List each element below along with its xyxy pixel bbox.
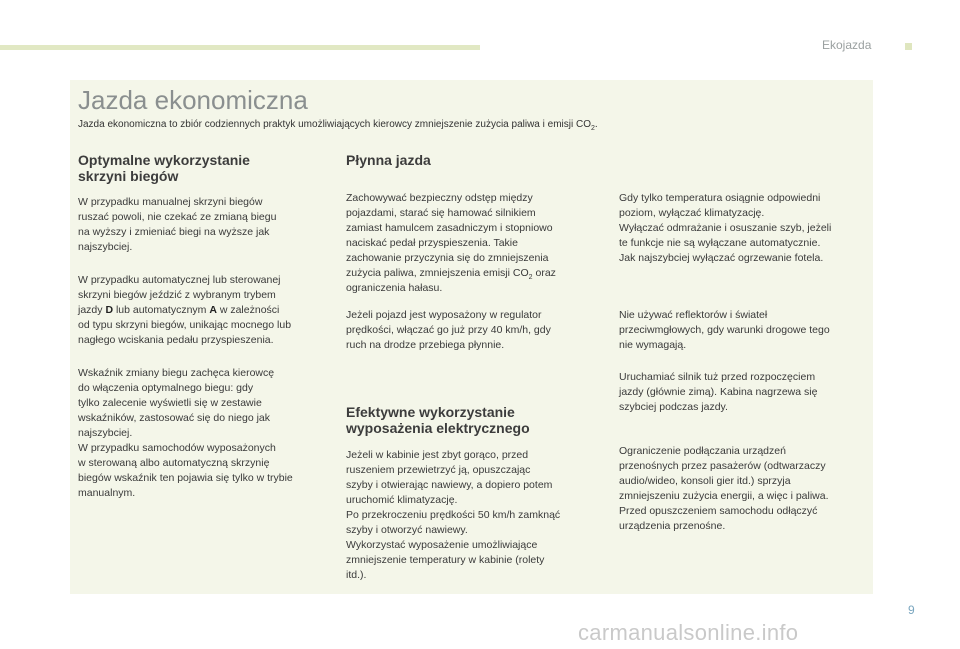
paragraph-cruise-control: Jeżeli pojazd jest wyposażony w regulator prędkości, włączać go już przy 40 km/h, gdy ruch na drodze przebiega płynnie.: [346, 309, 551, 351]
heading-electrical-equipment: Efektywne wykorzystanie wyposażenia elektrycznego: [346, 404, 530, 436]
watermark: carmanualsonline.info: [578, 620, 799, 645]
paragraph-air-conditioning: Gdy tylko temperatura osiągnie odpowiedni poziom, wyłączać klimatyzację. Wyłączać odmrażanie i osuszanie szyb, jeżeli te funkcje nie są wyłączane automatycznie. Jak najszybciej wyłączać ogrzewanie fotela.: [619, 192, 832, 264]
paragraph-engine-start: Uruchamiać silnik tuż przed rozpoczęciem jazdy (głównie zimą). Kabina nagrzewa się szybciej podczas jazdy.: [619, 371, 818, 413]
header-accent-bar: [0, 45, 480, 50]
paragraph-manual-gearbox: W przypadku manualnej skrzyni biegów ruszać powoli, nie czekać ze zmianą biegu na wyższy i zmieniać biegi na wyższe jak najszybciej.: [78, 196, 277, 253]
paragraph-gear-indicator: Wskaźnik zmiany biegu zachęca kierowcę do włączenia optymalnego biegu: gdy tylko zalecenie wyświetli się w zestawie wskaźników, zastosować się do niego jak najszybciej. W przypadku samochodów wyposażonych w sterowaną albo automatyczną skrzynię biegów wskaźnik ten pojawia się tylko w trybie manualnym.: [78, 367, 293, 499]
intro-text: Jazda ekonomiczna to zbiór codziennych praktyk umożliwiających kierowcy zmniejszenie zużycia paliwa i emisji $CO_2$.: [78, 119, 598, 132]
paragraph-fog-lights: Nie używać reflektorów i świateł przeciwmgłowych, gdy warunki drogowe tego nie wymagają.: [619, 309, 830, 351]
section-label: Ekojazda: [822, 38, 872, 52]
page-title: Jazda ekonomiczna: [78, 85, 308, 115]
page-number: 9: [908, 603, 915, 617]
paragraph-safe-distance: Zachowywać bezpieczny odstęp między pojazdami, starać się hamować silnikiem zamiast hamulcem zasadniczym i stopniowo naciskać pedał przyspieszenia. Takie zachowanie przyczynia się do zmniejszenia zużycia paliwa, zmniejszenia emisji $CO_2$ oraz ograniczenia hałasu.: [346, 192, 556, 294]
section-marker: [905, 43, 912, 50]
paragraph-automatic-gearbox: W przypadku automatycznej lub sterowanej skrzyni biegów jeździć z wybranym trybem jazdy D lub automatycznym A w zależności od typu skrzyni biegów, unikając mocnego lub nagłego wciskania pedału przyspieszenia.: [78, 274, 292, 346]
heading-gearbox: Optymalne wykorzystanie skrzyni biegów: [78, 152, 250, 184]
paragraph-cabin-ventilation: Jeżeli w kabinie jest zbyt gorąco, przed ruszeniem przewietrzyć ją, opuszczając szyby i otwierając nawiewy, a dopiero potem uruchomić klimatyzację. Po przekroczeniu prędkości 50 km/h zamknąć szyby i otworzyć nawiewy. Wykorzystać wyposażenie umożliwiające zmniejszenie temperatury w kabinie (rolety itd.).: [346, 449, 561, 581]
heading-smooth-driving: Płynna jazda: [346, 152, 431, 168]
paragraph-portable-devices: Ograniczenie podłączania urządzeń przenośnych przez pasażerów (odtwarzaczy audio/wideo, konsoli gier itd.) sprzyja zmniejszeniu zużycia energii, a więc i paliwa. Przed opuszczeniem samochodu odłączyć urządzenia przenośne.: [619, 445, 829, 532]
